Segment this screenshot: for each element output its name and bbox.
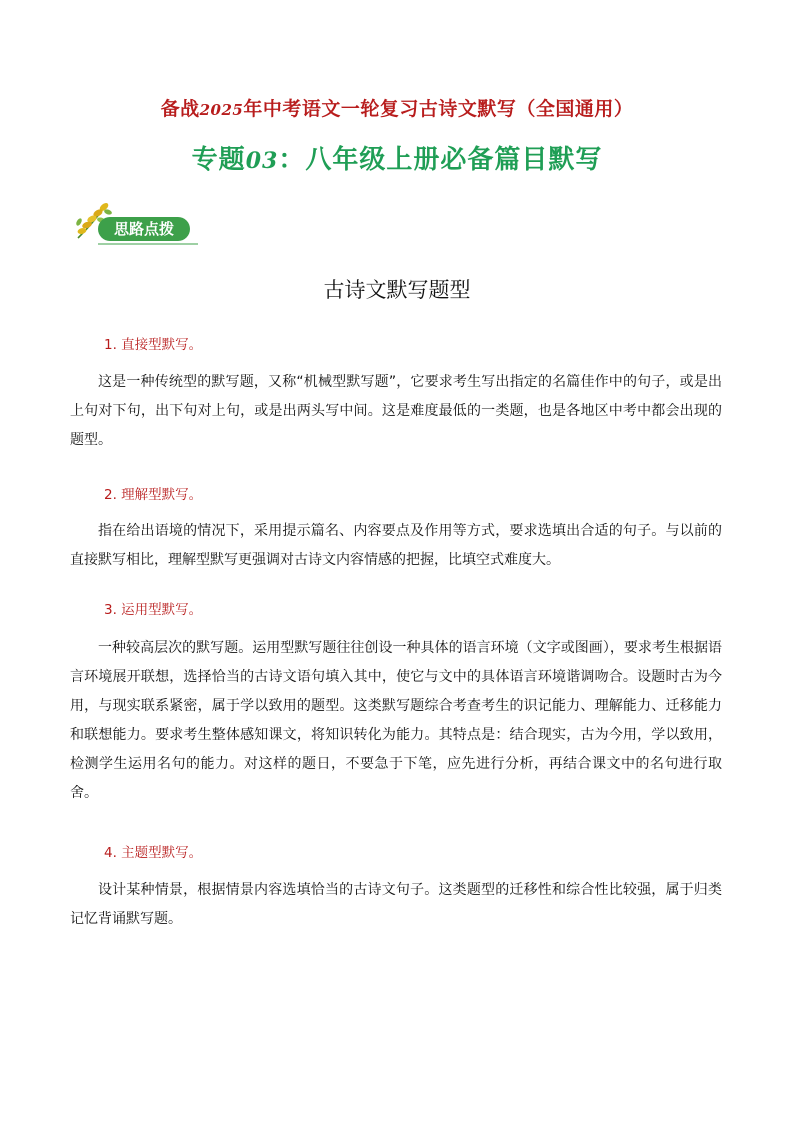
- document-title: [0, 94, 794, 121]
- item-paragraph: 这是一种传统型的默写题，又称“机械型默写题”，它要求考生写出指定的名篇佳作中的句子，或是出上句对下句，出下句对上句，或是出两头写中间。这是难度最低的一类题，也是各地区中考中都会出现的题型。: [70, 374, 722, 448]
- title-prefix: 备战: [160, 98, 200, 120]
- item-heading: 1. 直接型默写。: [104, 337, 203, 353]
- title-year: 2025: [199, 101, 244, 119]
- subtitle-prefix: 专题: [191, 145, 246, 175]
- item-heading: 3. 运用型默写。: [104, 602, 203, 618]
- item-paragraph: 一种较高层次的默写题。运用型默写题往往创设一种具体的语言环境（文字或图画），要求考生根据语言环境展开联想，选择恰当的古诗文语句填入其中，使它与文中的具体语言环境谐调吻合。设题时古为今用，与现实联系紧密，属于学以致用的题型。这类默写题综合考查考生的识记能力、理解能力、迁移能力和联想能力。要求考生整体感知课文，将知识转化为能力。其特点是：结合现实，古为今用，学以致用，检测学生运用名句的能力。对这样的题日，不要急于下笔，应先进行分析，再结合课文中的名句进行取舍。: [70, 640, 722, 801]
- section-title: 古诗文默写题型: [323, 278, 471, 302]
- item-paragraph: 指在给出语境的情况下，采用提示篇名、内容要点及作用等方式，要求选填出合适的句子。与以前的直接默写相比，理解型默写更强调对古诗文内容情感的把握，比填空式难度大。: [70, 523, 722, 568]
- item-paragraph: 设计某种情景，根据情景内容选填恰当的古诗文句子。这类题型的迁移性和综合性比较强，属于归类记忆背诵默写题。: [70, 882, 722, 927]
- subtitle-number: 03: [245, 148, 279, 174]
- subtitle-suffix: ：八年级上册必备篇目默写: [278, 145, 603, 175]
- item-heading: 2. 理解型默写。: [104, 487, 203, 503]
- document-subtitle: [0, 139, 794, 176]
- badge-label: 思路点拨: [113, 220, 174, 238]
- item-heading: 4. 主题型默写。: [104, 845, 203, 861]
- title-suffix: 年中考语文一轮复习古诗文默写（全国通用）: [243, 98, 634, 120]
